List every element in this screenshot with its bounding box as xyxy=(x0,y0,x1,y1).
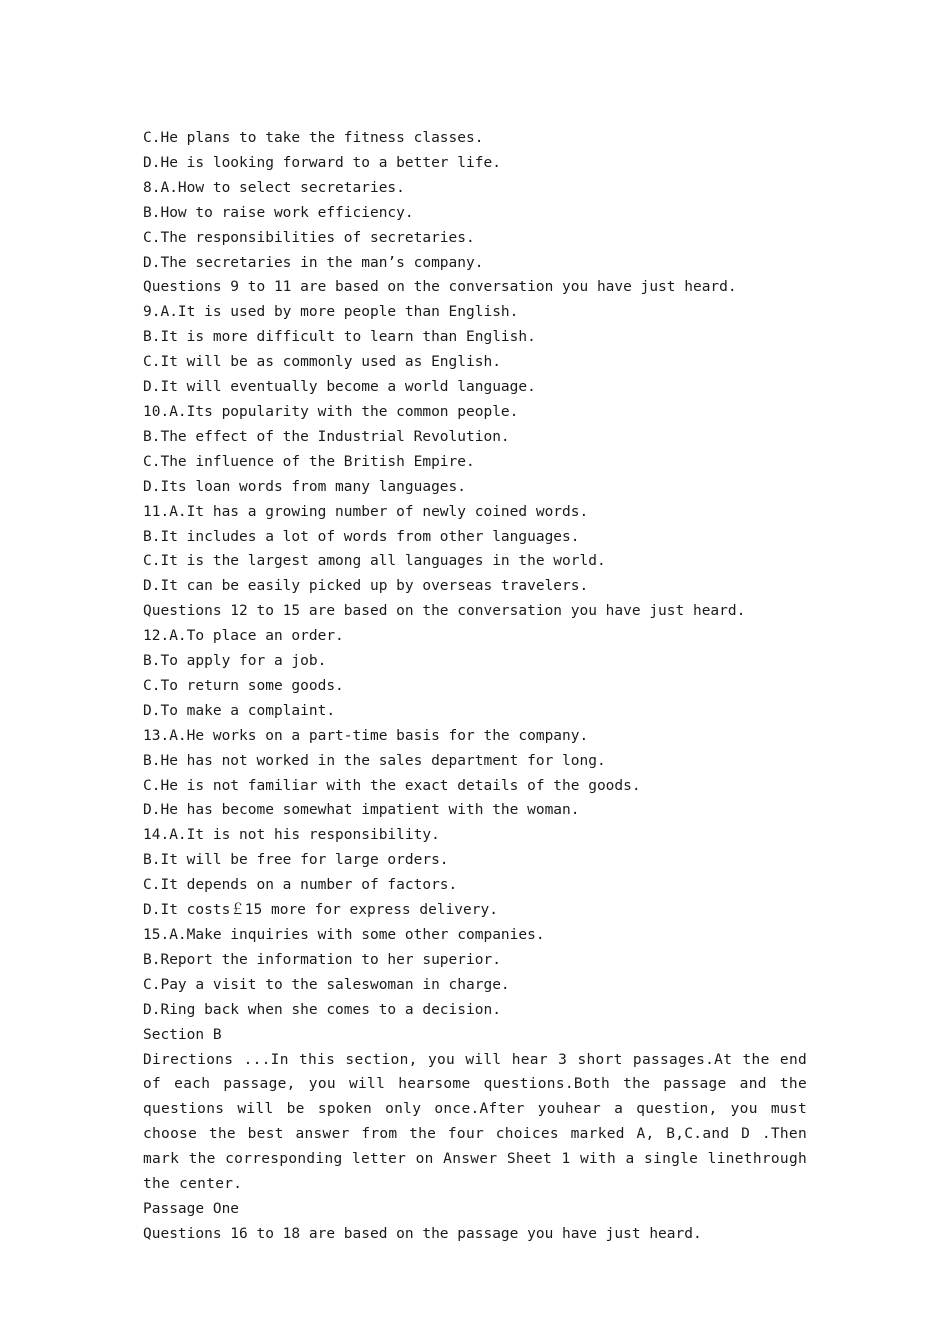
option-line: B.It is more difficult to learn than English. xyxy=(143,329,536,346)
option-line: D.It will eventually become a world language. xyxy=(143,379,536,396)
option-line: C.It will be as commonly used as English. xyxy=(143,354,501,371)
option-line: C.It depends on a number of factors. xyxy=(143,877,458,894)
option-line: B.He has not worked in the sales department for long. xyxy=(143,752,606,769)
option-line: C.He plans to take the fitness classes. xyxy=(143,130,484,146)
question-line: 11.A.It has a growing number of newly coined words. xyxy=(143,503,589,520)
option-line: D.It can be easily picked up by overseas travelers. xyxy=(143,578,589,595)
option-line: B.Report the information to her superior. xyxy=(143,951,501,968)
question-line: 14.A.It is not his responsibility. xyxy=(143,827,440,844)
instruction-line: Questions 16 to 18 are based on the passage you have just heard. xyxy=(143,1225,702,1242)
option-line: D.Ring back when she comes to a decision. xyxy=(143,1001,501,1018)
option-line: C.To return some goods. xyxy=(143,677,344,694)
option-line: D.It costs￡15 more for express delivery. xyxy=(143,902,498,919)
document-body xyxy=(143,126,807,1247)
option-line: C.Pay a visit to the saleswoman in charge. xyxy=(143,976,510,993)
option-line: C.It is the largest among all languages in the world. xyxy=(143,553,606,570)
option-line: D.To make a complaint. xyxy=(143,702,336,719)
option-line: B.It will be free for large orders. xyxy=(143,852,449,869)
option-line: D.He has become somewhat impatient with the woman. xyxy=(143,802,580,819)
instruction-line: Questions 9 to 11 are based on the conversation you have just heard. xyxy=(143,279,737,296)
question-line: 13.A.He works on a part-time basis for the company. xyxy=(143,727,589,744)
option-line: C.The influence of the British Empire. xyxy=(143,453,475,470)
option-line: B.The effect of the Industrial Revolution. xyxy=(143,428,510,445)
question-line: 8.A.How to select secretaries. xyxy=(143,179,405,196)
question-line: 12.A.To place an order. xyxy=(143,628,344,645)
option-line: D.The secretaries in the man’s company. xyxy=(143,254,484,271)
question-line: 10.A.Its popularity with the common people. xyxy=(143,403,519,420)
option-line: C.He is not familiar with the exact details of the goods. xyxy=(143,777,641,794)
question-line: 9.A.It is used by more people than English. xyxy=(143,304,519,321)
directions-paragraph: Directions ...In this section, you will hear 3 short passages.At the end of each passage, you will hearsome questions.Both the passage and the questions will be spoken only once.After youhear a question, you must choose the best answer from the four choices marked A, B,C.and D .Then mark the corresponding letter on Answer Sheet 1 with a single linethrough the center. xyxy=(143,1051,807,1193)
option-line: D.Its loan words from many languages. xyxy=(143,478,467,495)
option-line: B.How to raise work efficiency. xyxy=(143,204,414,221)
question-line: 15.A.Make inquiries with some other companies. xyxy=(143,927,545,943)
option-line: C.The responsibilities of secretaries. xyxy=(143,229,475,246)
option-line: B.It includes a lot of words from other languages. xyxy=(143,528,580,545)
option-line: D.He is looking forward to a better life. xyxy=(143,154,501,171)
option-line: B.To apply for a job. xyxy=(143,653,327,670)
section-heading: Section B xyxy=(143,1026,222,1043)
passage-heading: Passage One xyxy=(143,1200,240,1217)
instruction-line: Questions 12 to 15 are based on the conversation you have just heard. xyxy=(143,603,746,620)
